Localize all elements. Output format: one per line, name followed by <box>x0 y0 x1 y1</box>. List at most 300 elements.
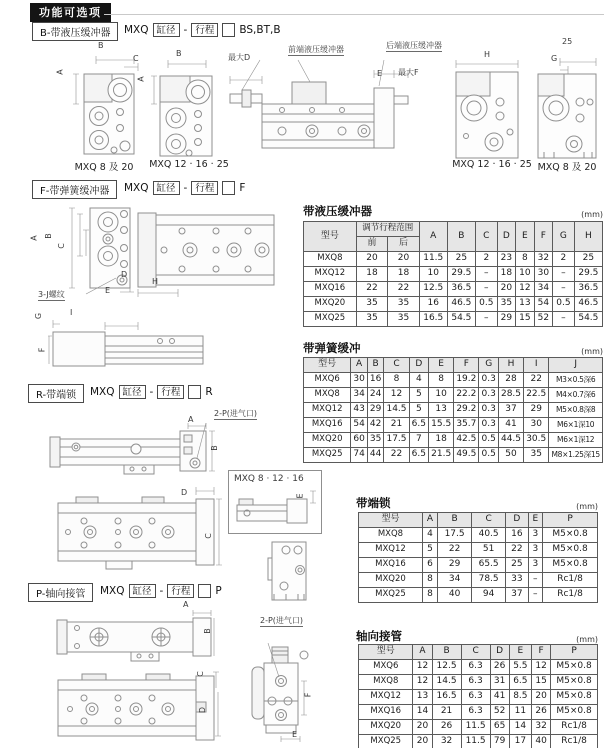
formula-model: MXQ <box>90 386 115 398</box>
dim-cell: 40.5 <box>472 528 506 543</box>
table-row <box>359 573 598 588</box>
dim-cell: 36.5 <box>574 282 602 297</box>
end-lock-table <box>358 512 598 603</box>
formula-bore-box: 缸径 <box>129 584 156 598</box>
dim-cell: 30 <box>534 267 552 282</box>
dim-cell: 20 <box>532 690 551 705</box>
dim-cell: M6×1深12 <box>549 433 603 448</box>
dim-cell: 25 <box>447 252 475 267</box>
dim-cell: 11 <box>509 705 531 720</box>
formula-option-box <box>198 584 211 598</box>
formula-stroke-box: 行程 <box>191 23 218 37</box>
dim-cell: – <box>553 312 575 327</box>
model-cell: MXQ6 <box>359 660 413 675</box>
formula-dash: - <box>159 585 164 597</box>
column-header: E <box>528 513 543 528</box>
dim-cell: 32 <box>432 735 461 748</box>
dim-cell: 52 <box>534 312 552 327</box>
dim-cell: 18 <box>388 267 419 282</box>
formula-bore-box: 缸径 <box>153 181 180 195</box>
dim-cell: 29.5 <box>574 267 602 282</box>
drawing-b-front-view-8-20 <box>68 50 142 158</box>
dim-label: F <box>303 692 313 698</box>
dim-cell: 0.5 <box>479 448 498 463</box>
hydraulic-buffer-table <box>303 221 603 327</box>
dim-cell: 10 <box>419 267 447 282</box>
column-header: A <box>419 222 447 252</box>
column-header: E <box>516 222 534 252</box>
dim-cell: Rc1/8 <box>551 735 598 748</box>
column-header: 型号 <box>359 645 413 660</box>
dim-cell: 13 <box>413 690 432 705</box>
column-header: C <box>384 358 409 373</box>
formula-option-box <box>188 385 201 399</box>
drawing-caption: MXQ 8 及 20 <box>74 162 134 173</box>
dim-label: D <box>198 706 208 714</box>
model-cell: MXQ25 <box>359 735 413 748</box>
column-header: G <box>479 358 498 373</box>
rear-buffer-label: 后端液压缓冲器 <box>386 41 442 50</box>
dim-cell: 14.5 <box>384 403 409 418</box>
dim-cell: M5×0.8 <box>551 675 598 690</box>
table-row <box>359 720 598 735</box>
table-head-axial <box>356 628 598 644</box>
formula-suffix: F <box>239 182 246 194</box>
dim-cell: 44 <box>367 448 384 463</box>
dim-label: C <box>133 54 139 63</box>
dim-label: C <box>195 671 205 677</box>
drawing-caption: MXQ 12 · 16 · 25 <box>149 159 229 170</box>
dim-cell: 5 <box>422 543 437 558</box>
drawing-b-side-view <box>226 58 410 162</box>
dim-cell: 8 <box>384 373 409 388</box>
spring-buffer-table <box>303 357 603 463</box>
drawing-b-rear-view-8-20 <box>530 56 600 160</box>
drawing-caption: MXQ 8 及 20 <box>537 162 597 173</box>
dim-label: 25 <box>562 37 573 46</box>
column-header: A <box>422 513 437 528</box>
dim-label: F <box>37 347 47 353</box>
dim-cell: 12 <box>516 282 534 297</box>
dim-cell: 12 <box>413 675 432 690</box>
table-row <box>304 252 603 267</box>
dim-cell: 34 <box>351 388 368 403</box>
dim-label: A <box>55 69 65 75</box>
dim-cell: 8 <box>422 573 437 588</box>
spring-buffer-table-grid <box>303 357 603 463</box>
dim-cell: 28 <box>498 373 523 388</box>
table-row <box>304 297 603 312</box>
model-cell: MXQ6 <box>304 373 351 388</box>
table-row <box>359 705 598 720</box>
table-row <box>359 660 598 675</box>
drawing-caption: MXQ 12 · 16 · 25 <box>452 159 532 170</box>
dim-cell: 42.5 <box>454 433 479 448</box>
table-unit: (mm) <box>576 502 598 511</box>
formula-stroke-box: 行程 <box>191 181 218 195</box>
table-row <box>359 558 598 573</box>
column-header: F <box>454 358 479 373</box>
order-formula-f <box>124 181 245 195</box>
dim-label: B <box>98 41 104 50</box>
dim-cell: 74 <box>351 448 368 463</box>
table-title: 带端锁 <box>356 496 391 510</box>
dim-cell: 0.3 <box>479 403 498 418</box>
dim-label: B <box>43 233 53 239</box>
formula-dash: - <box>183 182 188 194</box>
formula-stroke-box: 行程 <box>157 385 184 399</box>
dim-cell: 21 <box>384 418 409 433</box>
dim-cell: 12 <box>413 660 432 675</box>
dim-cell: 43 <box>351 403 368 418</box>
table-row <box>359 528 598 543</box>
dim-cell: 36.5 <box>447 282 475 297</box>
column-header: A <box>413 645 432 660</box>
dim-cell: 25 <box>574 252 602 267</box>
dim-label: I <box>70 308 73 317</box>
model-cell: MXQ20 <box>359 720 413 735</box>
model-cell: MXQ8 <box>359 528 423 543</box>
option-label-f: F-带弹簧缓冲器 <box>32 180 117 199</box>
column-header: C <box>461 645 490 660</box>
dim-cell: 5 <box>409 403 428 418</box>
dim-cell: 40 <box>532 735 551 748</box>
column-header: P <box>551 645 598 660</box>
dim-cell: 3 <box>528 558 543 573</box>
dim-cell: 35 <box>356 312 387 327</box>
dim-cell: 0.3 <box>479 418 498 433</box>
dim-cell: 20 <box>413 735 432 748</box>
column-header: B <box>367 358 384 373</box>
dim-cell: 18 <box>429 433 454 448</box>
table-title: 带液压缓冲器 <box>303 204 372 218</box>
dim-cell: 51 <box>472 543 506 558</box>
table-row <box>304 418 603 433</box>
dim-cell: 94 <box>472 588 506 603</box>
dim-label: C <box>203 533 213 539</box>
model-cell: MXQ20 <box>304 297 357 312</box>
table-row <box>359 588 598 603</box>
dim-cell: 17.5 <box>438 528 472 543</box>
dim-cell: 21 <box>432 705 461 720</box>
column-header: A <box>351 358 368 373</box>
dim-cell: 30.5 <box>524 433 549 448</box>
dim-cell: 54 <box>351 418 368 433</box>
dim-cell: 20 <box>388 252 419 267</box>
column-header: D <box>497 222 515 252</box>
formula-bore-box: 缸径 <box>153 23 180 37</box>
hydraulic-buffer-table-grid <box>303 221 603 327</box>
dim-cell: 4 <box>422 528 437 543</box>
front-buffer-label: 前端液压缓冲器 <box>288 45 344 54</box>
dim-cell: 20 <box>497 282 515 297</box>
dim-cell: 60 <box>351 433 368 448</box>
dim-cell: 52 <box>490 705 509 720</box>
dim-cell: 35 <box>356 297 387 312</box>
dim-cell: 16 <box>419 297 447 312</box>
column-header: 前 <box>356 237 387 252</box>
dim-cell: 35 <box>388 312 419 327</box>
dim-cell: 13 <box>516 297 534 312</box>
option-label-p: P-轴向接管 <box>28 583 93 602</box>
dim-cell: 5.5 <box>509 660 531 675</box>
drawing-b-rear-view-12-16-25 <box>446 56 524 160</box>
table-row <box>304 282 603 297</box>
dim-cell: M4×0.7深6 <box>549 388 603 403</box>
dim-label: G <box>551 54 558 63</box>
dim-cell: 18 <box>356 267 387 282</box>
dim-cell: 18 <box>497 267 515 282</box>
formula-model: MXQ <box>100 585 125 597</box>
column-header: C <box>472 513 506 528</box>
column-header: G <box>553 222 575 252</box>
column-header: 型号 <box>359 513 423 528</box>
model-cell: MXQ12 <box>304 267 357 282</box>
dim-cell: 2 <box>475 252 497 267</box>
dim-cell: 26 <box>490 660 509 675</box>
drawing-b-front-view-12-16-25 <box>146 56 220 158</box>
dim-cell: 34 <box>534 282 552 297</box>
dim-cell: 12.5 <box>419 282 447 297</box>
dim-label: E <box>377 69 383 78</box>
dim-cell: – <box>475 282 497 297</box>
dim-cell: 0.5 <box>479 433 498 448</box>
dim-cell: – <box>475 312 497 327</box>
dim-cell: 10 <box>516 267 534 282</box>
column-header: 型号 <box>304 358 351 373</box>
dim-cell: 34 <box>438 573 472 588</box>
option-label-b: B-带液压缓冲器 <box>32 22 118 41</box>
dim-cell: 11.5 <box>461 735 490 748</box>
dim-cell: Rc1/8 <box>543 573 598 588</box>
dim-label: B <box>176 49 182 58</box>
dim-cell: 79 <box>490 735 509 748</box>
column-header: 型号 <box>304 222 357 252</box>
model-cell: MXQ8 <box>304 388 351 403</box>
dim-cell: 6.5 <box>409 448 428 463</box>
model-cell: MXQ12 <box>359 543 423 558</box>
dim-label: D <box>121 270 128 279</box>
dim-cell: – <box>475 267 497 282</box>
dim-label: E <box>295 493 305 499</box>
dim-cell: 15 <box>532 675 551 690</box>
column-header: D <box>490 645 509 660</box>
formula-stroke-box: 行程 <box>167 584 194 598</box>
dim-cell: 16 <box>367 373 384 388</box>
dim-cell: 14 <box>413 705 432 720</box>
dim-cell: M8×1.25深15 <box>549 448 603 463</box>
table-row <box>304 373 603 388</box>
dim-cell: 32 <box>534 252 552 267</box>
dim-cell: 37 <box>498 403 523 418</box>
dim-cell: 3 <box>528 543 543 558</box>
dim-cell: 29 <box>524 403 549 418</box>
order-formula-b <box>124 23 281 37</box>
dim-cell: 50 <box>498 448 523 463</box>
dim-cell: 22.5 <box>524 388 549 403</box>
dim-cell: 0.5 <box>553 297 575 312</box>
table-unit: (mm) <box>581 347 603 356</box>
model-cell: MXQ16 <box>359 558 423 573</box>
table-row <box>304 267 603 282</box>
dim-cell: 6.3 <box>461 660 490 675</box>
drawing-f-front-view <box>64 200 138 298</box>
column-header: B <box>438 513 472 528</box>
column-header: C <box>475 222 497 252</box>
dim-cell: 11.5 <box>419 252 447 267</box>
dim-cell: 31 <box>490 675 509 690</box>
dim-cell: 15 <box>516 312 534 327</box>
dim-cell: Rc1/8 <box>551 720 598 735</box>
table-row <box>304 388 603 403</box>
dim-label: B <box>209 445 219 451</box>
dim-cell: 28.5 <box>498 388 523 403</box>
dim-cell: 24 <box>367 388 384 403</box>
dim-cell: 21.5 <box>429 448 454 463</box>
column-header: E <box>429 358 454 373</box>
dim-cell: M5×0.8 <box>543 528 598 543</box>
dim-cell: M3×0.5深6 <box>549 373 603 388</box>
dim-cell: 16.5 <box>432 690 461 705</box>
dim-cell: 11.5 <box>461 720 490 735</box>
dim-cell: 25 <box>506 558 528 573</box>
dim-cell: 4 <box>409 373 428 388</box>
dim-cell: M5×0.8深8 <box>549 403 603 418</box>
dim-cell: 29 <box>438 558 472 573</box>
table-row <box>304 312 603 327</box>
header-rule <box>104 14 604 15</box>
model-cell: MXQ8 <box>304 252 357 267</box>
dim-cell: 46.5 <box>574 297 602 312</box>
detail-box-caption: MXQ 8 · 12 · 16 <box>234 474 304 484</box>
model-cell: MXQ16 <box>304 282 357 297</box>
column-header: 后 <box>388 237 419 252</box>
dim-cell: 29 <box>367 403 384 418</box>
dim-label: A <box>188 415 194 424</box>
model-cell: MXQ16 <box>359 705 413 720</box>
dim-cell: 35 <box>367 433 384 448</box>
dim-cell: 35.7 <box>454 418 479 433</box>
dim-label: A <box>183 600 189 609</box>
model-cell: MXQ16 <box>304 418 351 433</box>
dim-label: D <box>181 488 188 497</box>
dim-cell: 54.5 <box>574 312 602 327</box>
dim-cell: – <box>528 573 543 588</box>
dim-cell: M5×0.8 <box>543 543 598 558</box>
dim-cell: 30 <box>351 373 368 388</box>
dim-label: 最大F <box>398 68 419 77</box>
table-unit: (mm) <box>581 210 603 219</box>
dim-cell: 22 <box>384 448 409 463</box>
dim-cell: 14.5 <box>432 675 461 690</box>
table-row <box>359 690 598 705</box>
column-header: F <box>532 645 551 660</box>
dim-cell: M5×0.8 <box>551 705 598 720</box>
dim-cell: 6.5 <box>409 418 428 433</box>
dim-cell: 22 <box>388 282 419 297</box>
dim-cell: 6.3 <box>461 675 490 690</box>
dim-cell: 54.5 <box>447 312 475 327</box>
dim-cell: 16 <box>506 528 528 543</box>
table-row <box>359 543 598 558</box>
dim-cell: 16.5 <box>419 312 447 327</box>
dim-cell: 6 <box>422 558 437 573</box>
dim-cell: 33 <box>506 573 528 588</box>
dim-cell: 6.3 <box>461 690 490 705</box>
dim-cell: 22 <box>506 543 528 558</box>
dim-cell: 6.3 <box>461 705 490 720</box>
dim-label: 最大D <box>228 53 251 62</box>
table-row <box>304 403 603 418</box>
dim-cell: 22 <box>438 543 472 558</box>
dim-label: H <box>152 277 159 286</box>
dim-cell: 15.5 <box>429 418 454 433</box>
dim-cell: 12.5 <box>432 660 461 675</box>
dim-cell: 78.5 <box>472 573 506 588</box>
axial-piping-table-grid <box>358 644 598 748</box>
option-label-r: R-带端锁 <box>28 384 84 403</box>
dim-cell: 0.3 <box>479 373 498 388</box>
dim-cell: 14 <box>509 720 531 735</box>
dim-label: A <box>136 76 146 82</box>
dim-cell: 22.2 <box>454 388 479 403</box>
dim-cell: 26 <box>432 720 461 735</box>
dim-cell: 17.5 <box>384 433 409 448</box>
model-cell: MXQ12 <box>359 690 413 705</box>
dim-label: E <box>105 286 111 295</box>
dim-cell: 8.5 <box>509 690 531 705</box>
column-header: H <box>498 358 523 373</box>
dim-cell: Rc1/8 <box>543 588 598 603</box>
drawing-f-side-view <box>48 318 206 374</box>
table-unit: (mm) <box>576 635 598 644</box>
model-cell: MXQ25 <box>304 312 357 327</box>
dim-cell: 23 <box>497 252 515 267</box>
order-formula-r <box>90 385 213 399</box>
formula-model: MXQ <box>124 24 149 36</box>
dim-cell: 35 <box>388 297 419 312</box>
dim-cell: 8 <box>516 252 534 267</box>
axial-piping-table <box>358 644 598 748</box>
dim-cell: 29.5 <box>447 267 475 282</box>
column-header: I <box>524 358 549 373</box>
dim-cell: 29.2 <box>454 403 479 418</box>
model-cell: MXQ20 <box>359 573 423 588</box>
model-cell: MXQ20 <box>304 433 351 448</box>
dim-label: G <box>34 312 44 320</box>
dim-cell: 44.5 <box>498 433 523 448</box>
dim-cell: – <box>528 588 543 603</box>
dim-cell: M5×0.8 <box>551 690 598 705</box>
dim-cell: 29 <box>497 312 515 327</box>
dim-label: B <box>202 628 212 634</box>
column-header: H <box>574 222 602 252</box>
dim-cell: 54 <box>534 297 552 312</box>
detail-box-r <box>228 470 322 534</box>
dim-cell: 17 <box>509 735 531 748</box>
dim-cell: 35 <box>497 297 515 312</box>
formula-bore-box: 缸径 <box>119 385 146 399</box>
dim-cell: 41 <box>490 690 509 705</box>
table-head-endlock <box>356 495 598 511</box>
drawing-p-side-view <box>53 610 215 664</box>
drawing-r-top-view <box>46 483 224 573</box>
table-row <box>304 433 603 448</box>
dim-cell: 49.5 <box>454 448 479 463</box>
dim-label: H <box>484 50 491 59</box>
column-header: F <box>534 222 552 252</box>
table-head-spring <box>303 340 603 356</box>
